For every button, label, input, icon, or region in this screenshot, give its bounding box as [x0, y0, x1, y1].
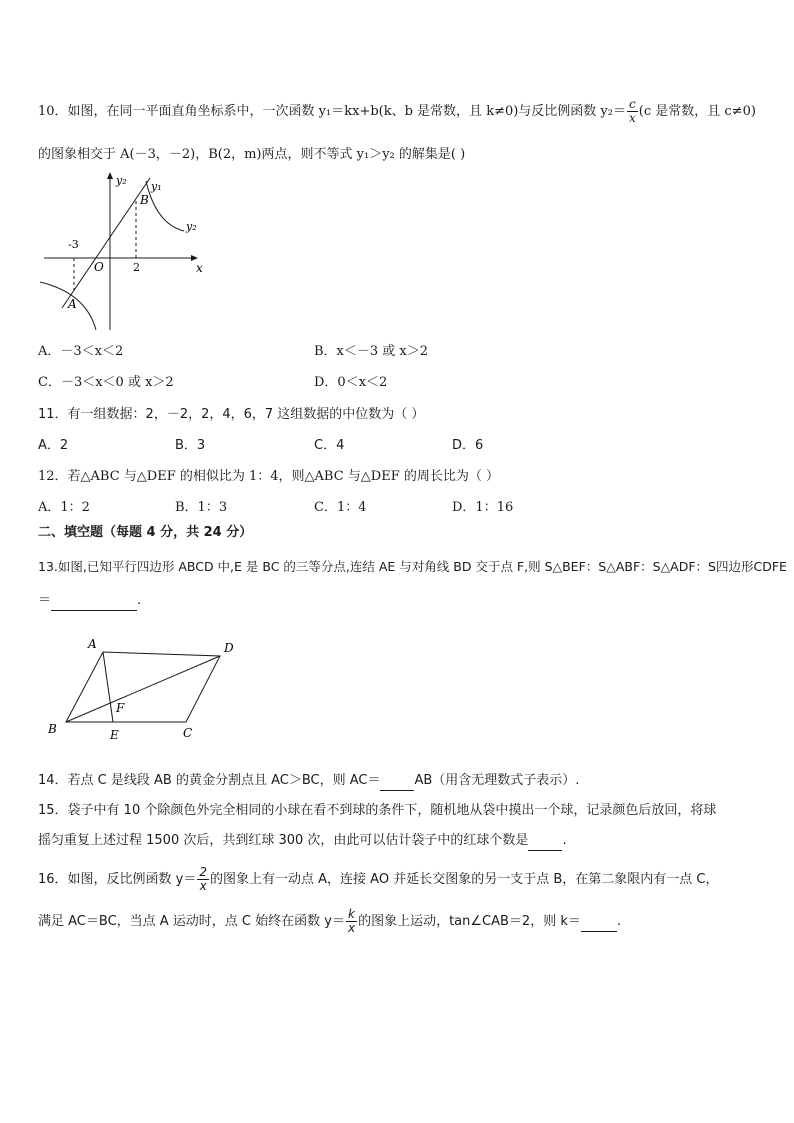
q16-answer-blank[interactable]: [581, 913, 617, 932]
q13-segment-ae: [103, 652, 113, 722]
q13-label-c: C: [183, 726, 193, 740]
q10-label-o: O: [94, 260, 104, 274]
q11-option-c: C．4: [314, 438, 345, 453]
q13-figure: [40, 632, 250, 747]
q16-fraction-2: $\frac{k}{x}$: [347, 907, 356, 935]
q16-line1: 16．如图，反比例函数 y＝ $\frac{2}{x}$ 的图象上有一动点 A，连接 AO 并延长交图象的另一支于点 B，在第二象限内有一点 C，: [38, 865, 719, 893]
q10-option-a: A．－3＜x＜2: [38, 344, 124, 359]
q13-label-f: F: [116, 701, 125, 715]
q10-label-a: A: [68, 297, 77, 311]
q10-label-y2-curve: y₂: [186, 220, 197, 233]
q10-label-x: x: [196, 261, 203, 275]
q13-diagonal-bd: [66, 656, 220, 722]
q12-option-c: C．1：4: [314, 500, 367, 515]
q10-label-2: 2: [133, 261, 140, 274]
q11-stem: 11．有一组数据：2，－2，2，4，6，7 这组数据的中位数为（ ）: [38, 407, 425, 422]
q13-answer-line: ＝ .: [38, 592, 141, 611]
q12-option-a: A．1：2: [38, 500, 90, 515]
q14-answer-blank[interactable]: [380, 772, 414, 791]
q10-line1: 10．如图，在同一平面直角坐标系中，一次函数 y₁＝kx+b(k、b 是常数，且 k≠0)与反比例函数 y₂＝ $\frac{c}{x}$ (c 是常数，且 c≠0): [38, 97, 756, 125]
q13-label-e: E: [110, 728, 119, 742]
q10-label-y1: y₁: [151, 180, 162, 193]
q13-label-d: D: [224, 641, 234, 655]
q10-label-b: B: [140, 193, 149, 207]
q10-y-axis-arrow: [107, 172, 113, 179]
q16-fraction-1: $\frac{2}{x}$: [199, 865, 208, 893]
q12-stem: 12．若△ABC 与△DEF 的相似比为 1：4，则△ABC 与△DEF 的周长比为（ ）: [38, 469, 499, 484]
q15-line1: 15．袋子中有 10 个除颜色外完全相同的小球在看不到球的条件下，随机地从袋中摸出一个球，记录颜色后放回，将球: [38, 803, 717, 818]
q12-option-b: B．1：3: [175, 500, 228, 515]
q11-option-a: A．2: [38, 438, 69, 453]
q13-label-a: A: [88, 637, 97, 651]
q13-label-b: B: [48, 722, 57, 736]
q15-line2: 摇匀重复上述过程 1500 次后，共到红球 300 次，由此可以估计袋子中的红球个数是 .: [38, 832, 567, 851]
section-heading: 二、填空题（每题 4 分，共 24 分）: [38, 525, 253, 540]
q10-graph: [36, 168, 216, 333]
q13-stem: 13.如图,已知平行四边形 ABCD 中,E 是 BC 的三等分点,连结 AE 与对角线 BD 交于点 F,则 S△BEF：S△ABF：S△ADF：S四边形CDFE: [38, 559, 787, 574]
q12-option-d: D．1：16: [452, 500, 514, 515]
q11-option-d: D．6: [452, 438, 484, 453]
q15-answer-blank[interactable]: [528, 832, 562, 851]
q10-label-y2-axis: y₂: [116, 174, 127, 187]
q10-label-neg3: -3: [68, 238, 79, 251]
q10-fraction: $\frac{c}{x}$: [629, 97, 636, 125]
q11-option-b: B．3: [175, 438, 206, 453]
q16-line2: 满足 AC＝BC，当点 A 运动时，点 C 始终在函数 y＝ $\frac{k}{x}$ 的图象上运动，tan∠CAB＝2，则 k＝ .: [38, 907, 621, 935]
q13-answer-blank[interactable]: [51, 592, 137, 611]
q10-line2: 的图象相交于 A(－3，－2)，B(2，m)两点，则不等式 y₁＞y₂ 的解集是( ): [38, 147, 466, 162]
q14-line: 14．若点 C 是线段 AB 的黄金分割点且 AC＞BC，则 AC＝ AB（用含无理数式子表示）.: [38, 772, 579, 791]
q10-option-d: D．0＜x＜2: [314, 375, 388, 390]
q10-option-c: C．－3＜x＜0 或 x＞2: [38, 375, 174, 390]
q13-parallelogram: [66, 652, 220, 722]
q10-option-b: B．x＜－3 或 x＞2: [314, 344, 429, 359]
